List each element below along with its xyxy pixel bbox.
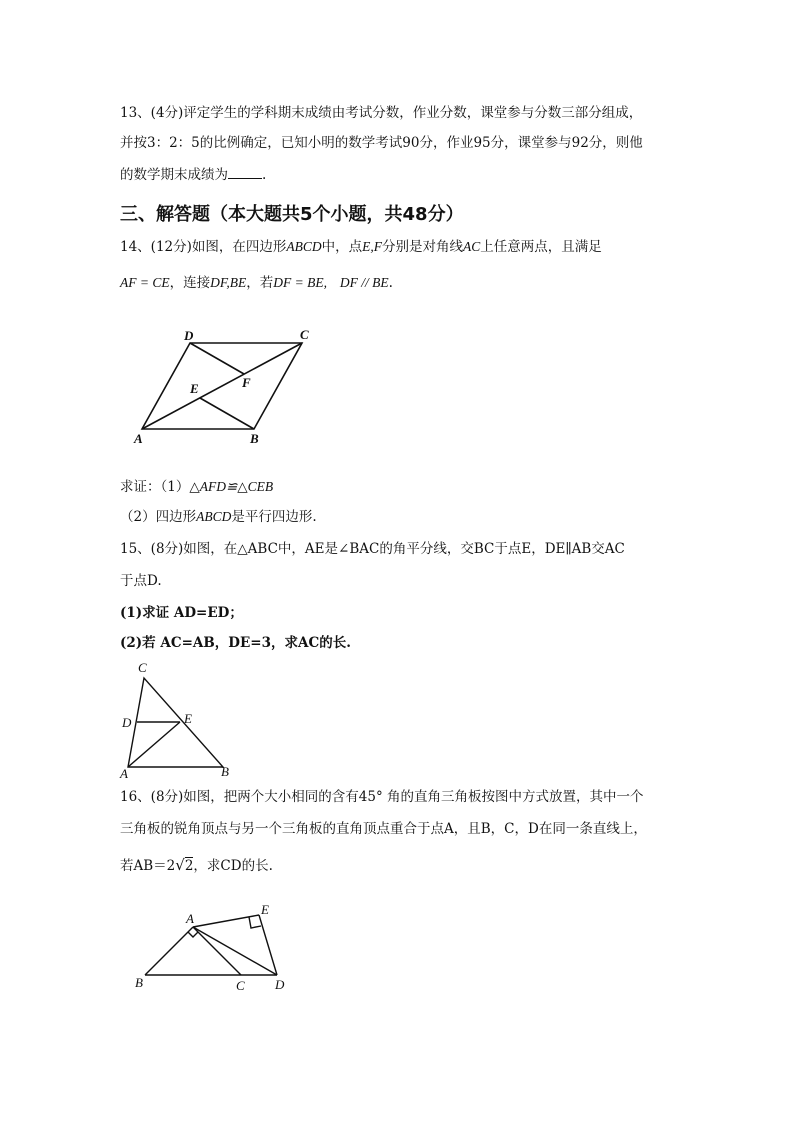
q14-label-a: A <box>134 431 143 446</box>
q16-label-e: E <box>261 902 269 917</box>
q15-label-a: A <box>120 766 128 781</box>
q14-text-d: 上任意两点，且满足 <box>480 239 602 255</box>
q16-line-3-end: ，求CD的长. <box>193 858 273 874</box>
q14-prove-2 <box>120 508 317 526</box>
q14-cond-af-ce: AF = CE <box>120 275 170 290</box>
q15-triangle-figure <box>118 660 248 780</box>
q16-label-c: C <box>236 978 245 993</box>
q14-label-d: D <box>184 328 194 343</box>
q15-label-e: E <box>184 711 192 726</box>
q14-text-g: . <box>388 275 393 291</box>
q13-line-3-end: . <box>262 167 267 183</box>
q14-label-f: F <box>242 375 251 390</box>
q13-line-3 <box>120 164 266 184</box>
q13-line-3-text: 的数学期末成绩为 <box>120 167 228 183</box>
q16-sqrt-value: 2 <box>184 858 194 874</box>
q15-line-2: 于点D. <box>120 573 162 589</box>
sqrt-symbol: √ <box>175 856 185 874</box>
q14-prove-2-abcd: ABCD <box>196 509 232 524</box>
q15-part-1: (1)求证 AD=ED； <box>120 605 243 621</box>
q14-text-f: ，若 <box>246 275 274 291</box>
q16-line-2: 三角板的锐角顶点与另一个三角板的直角顶点重合于点A，且B，C，D在同一条直线上， <box>120 821 647 837</box>
q14-text-c: 分别是对角线 <box>382 239 464 255</box>
q15-label-b: B <box>221 764 229 779</box>
q16-label-d: D <box>275 977 285 992</box>
q15-line-1: 15、(8分)如图，在△ABC中，AE是∠BAC的角平分线，交BC于点E，DE∥AB交AC <box>120 541 625 557</box>
q14-prove-1-text: 求证：（1） <box>120 479 190 495</box>
q14-cond-df-par-be: DF // BE <box>339 275 389 290</box>
q14-text-b: 中，点 <box>321 239 363 255</box>
q16-label-a: A <box>186 911 194 926</box>
q14-label-b: B <box>250 431 259 446</box>
q14-congruence: △AFD≌△CEB <box>189 479 274 494</box>
q14-segment-be <box>200 398 254 429</box>
q13-line-1: 13、(4分)评定学生的学科期末成绩由考试分数，作业分数，课堂参与分数三部分组成， <box>120 105 643 121</box>
q14-prove-2-text: （2）四边形 <box>120 509 197 525</box>
q16-line-1: 16、(8分)如图，把两个大小相同的含有45° 角的直角三角板按图中方式放置，其中一个 <box>120 789 644 805</box>
q16-line-3 <box>120 856 273 875</box>
q16-right-angle-a <box>188 932 198 937</box>
q14-line-1 <box>120 238 602 256</box>
q15-part-2: (2)若 AC=AB，DE=3，求AC的长. <box>120 635 351 651</box>
q14-label-e: E <box>190 381 199 396</box>
q15-label-c: C <box>138 660 147 675</box>
q16-right-angle-e <box>249 917 261 928</box>
q15-label-d: D <box>122 715 132 730</box>
q14-cond-df-eq-be: DF = BE, <box>273 275 327 290</box>
q16-label-b: B <box>135 975 143 990</box>
q16-segment-ab <box>145 927 193 975</box>
q13-line-2: 并按3：2：5的比例确定，已知小明的数学考试90分，作业95分，课堂参与92分，则他 <box>120 135 643 151</box>
q14-label-c: C <box>300 327 309 342</box>
q14-text-a: 14、(12分)如图，在四边形 <box>120 239 287 255</box>
q14-segment-df <box>190 343 244 374</box>
q14-ef: E,F <box>362 239 383 254</box>
q15-segment-ae <box>128 722 180 767</box>
q14-line-2 <box>120 274 393 292</box>
q13-answer-blank <box>228 164 262 179</box>
q14-ac: AC <box>463 239 481 254</box>
q14-quadrilateral-figure <box>130 325 330 450</box>
q14-prove-1 <box>120 478 273 496</box>
q16-line-3-text: 若AB＝2 <box>120 858 176 874</box>
q14-df-be: DF,BE <box>210 275 247 290</box>
section-3-title: 三、解答题（本大题共5个小题，共48分） <box>120 204 464 225</box>
q14-text-e: ，连接 <box>169 275 211 291</box>
q14-prove-2-end: 是平行四边形. <box>231 509 317 525</box>
q14-abcd: ABCD <box>286 239 322 254</box>
q16-triangles-figure <box>133 903 293 993</box>
